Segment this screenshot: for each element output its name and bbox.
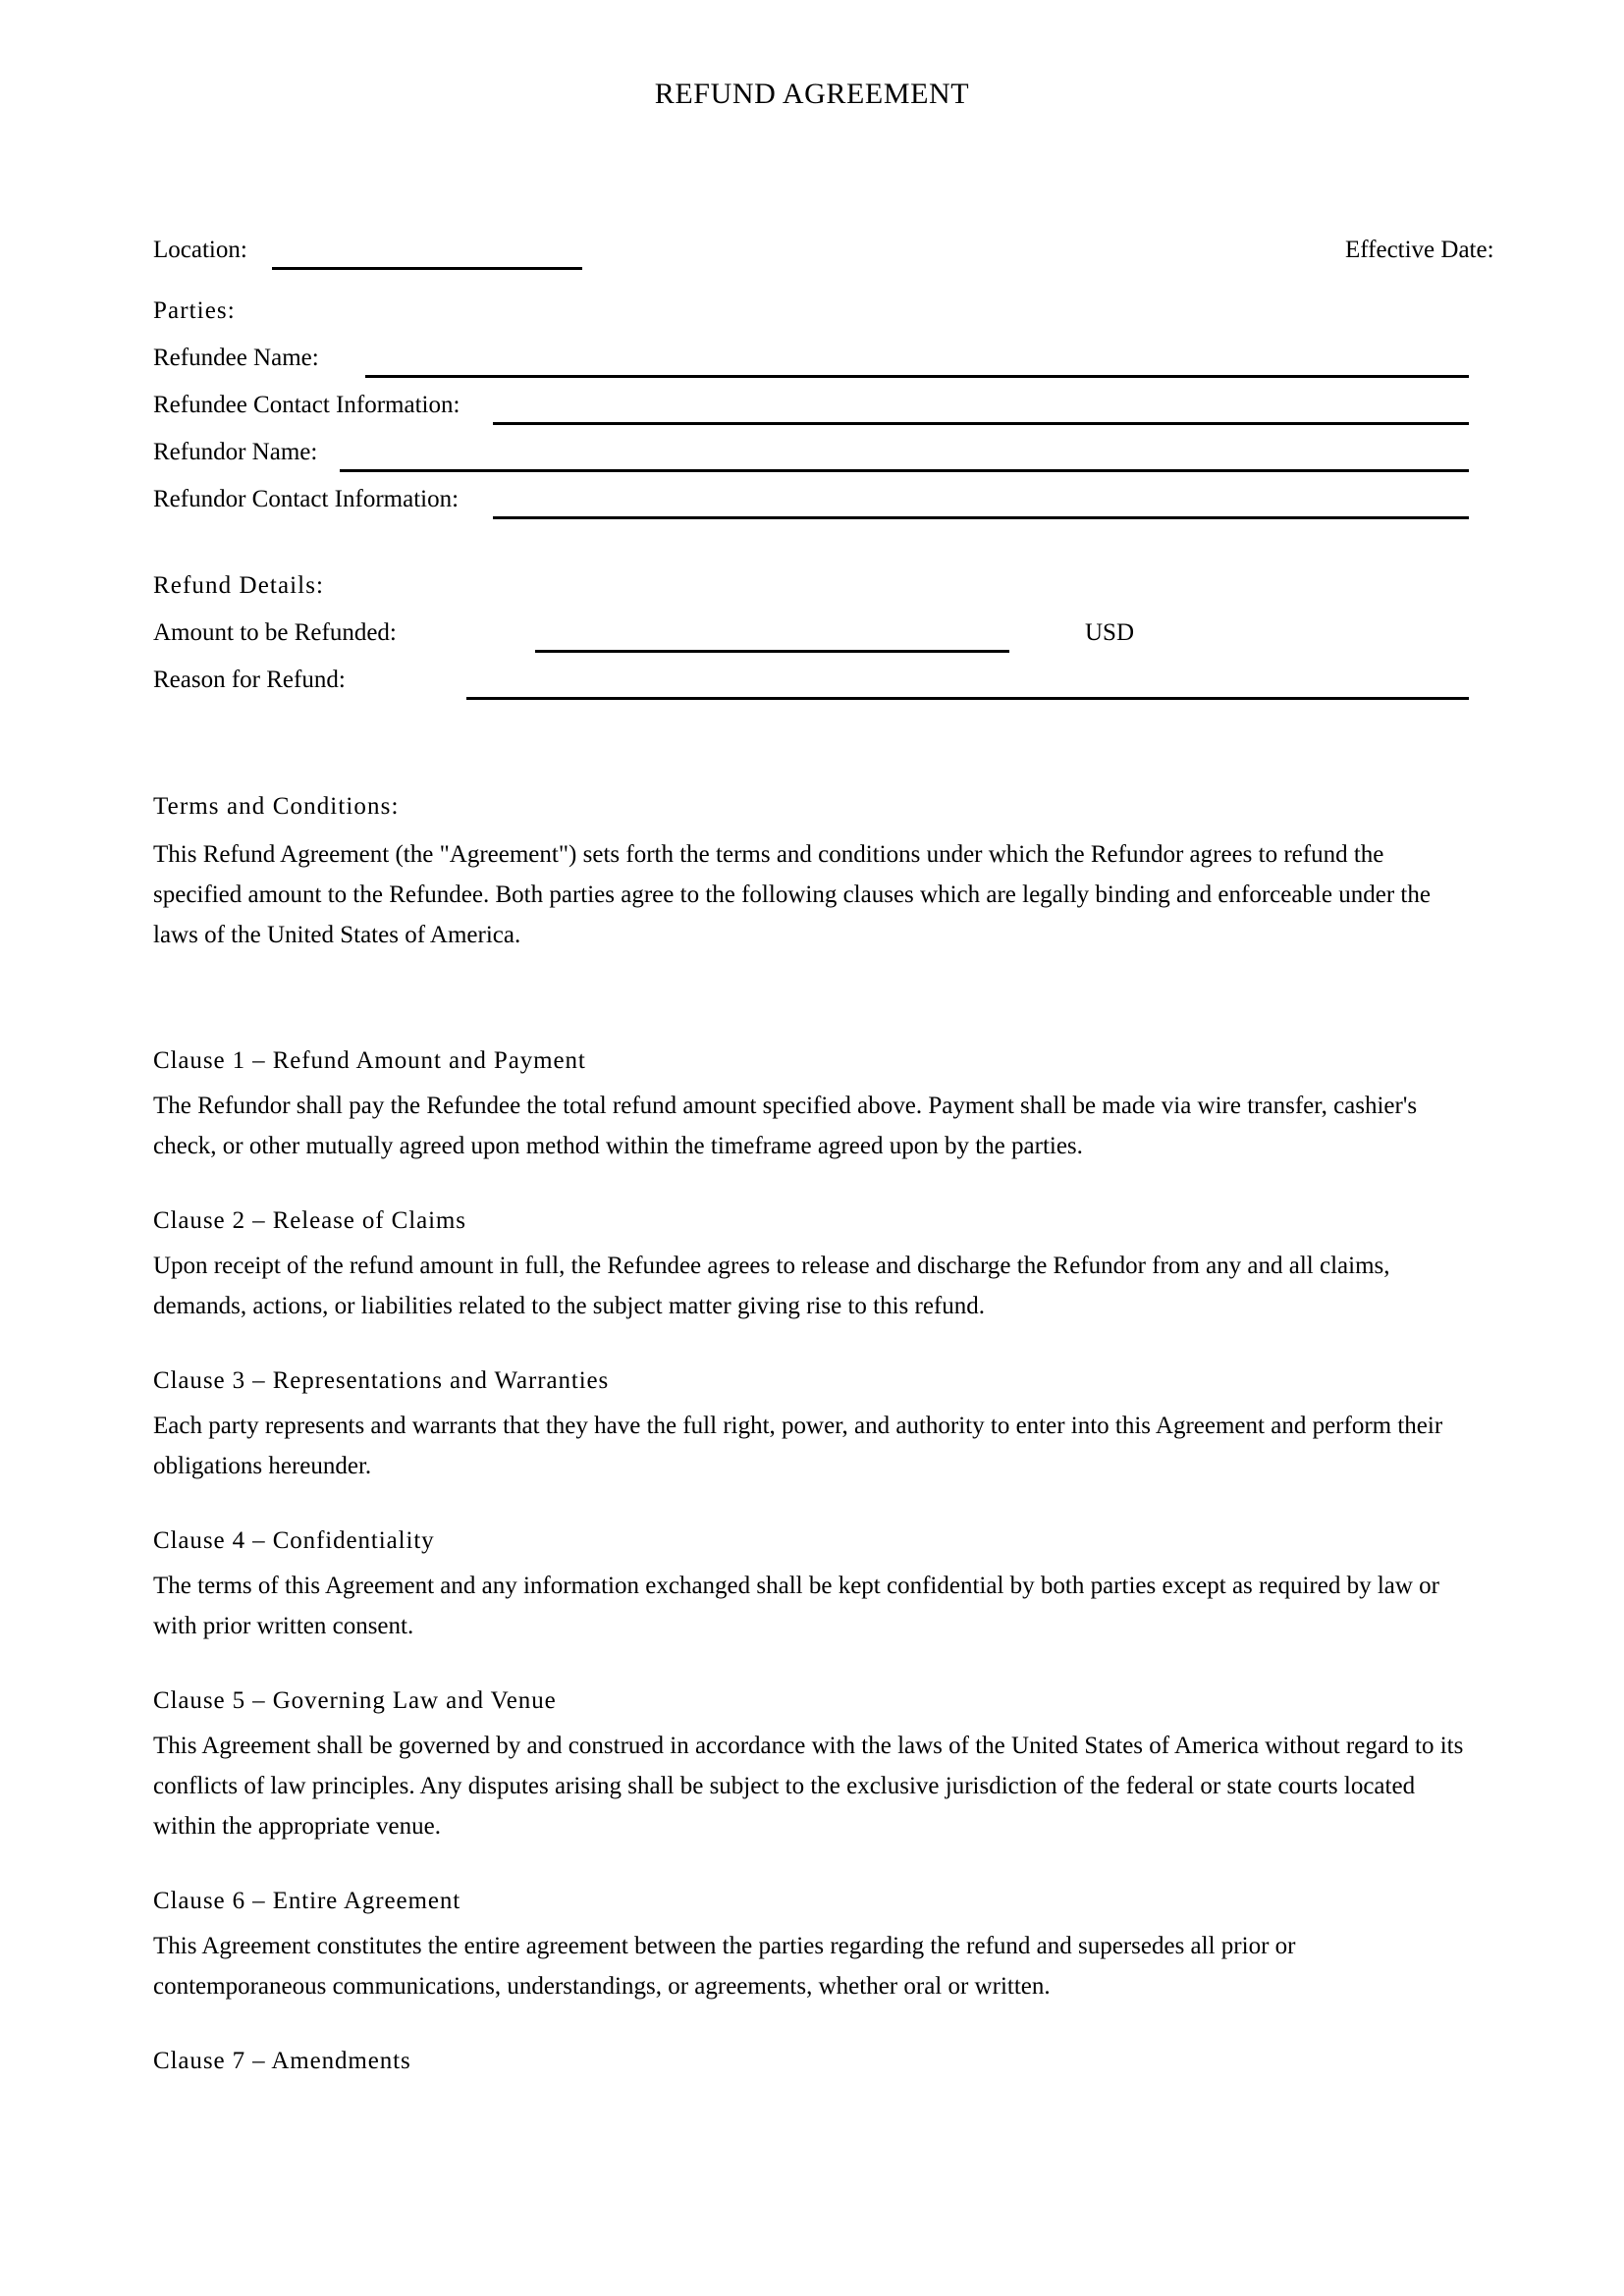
clause-1-heading: Clause 1 – Refund Amount and Payment [153, 1047, 586, 1074]
spacer-before-clause-2 [153, 1166, 1474, 1200]
clause-2-heading: Clause 2 – Release of Claims [153, 1207, 466, 1234]
spacer-before-clause-3 [153, 1326, 1474, 1360]
spacer-before-clause-4 [153, 1486, 1474, 1520]
row-refund-details-heading [153, 569, 1469, 616]
refundee-name-input-line[interactable] [365, 375, 1469, 378]
location-input-line[interactable] [272, 267, 582, 270]
refundor-contact-input-line[interactable] [493, 516, 1469, 519]
reason-label: Reason for Refund: [153, 667, 346, 693]
row-refundee-name [153, 342, 1469, 389]
clause-4-heading: Clause 4 – Confidentiality [153, 1527, 435, 1554]
spacer-before-clause-5 [153, 1646, 1474, 1680]
terms-and-clauses-area [153, 785, 1474, 2083]
parties-heading: Parties: [153, 297, 236, 324]
clause-5-body: This Agreement shall be governed by and construed in accordance with the laws of the United States of America without regard to its conflicts of law principles. Any disputes arising shall be subject to the exclusive jurisdiction of the federal or state courts located within the appropriate venue. [153, 1733, 1464, 1840]
spacer-before-clause-6 [153, 1846, 1474, 1880]
refundor-name-label: Refundor Name: [153, 439, 318, 465]
refundee-contact-input-line[interactable] [493, 422, 1469, 425]
terms-intro-paragraph: This Refund Agreement (the "Agreement") sets forth the terms and conditions under which the Refundor agrees to refund the specified amount to the Refundee. Both parties agree to the following clauses which are legally binding and enforceable under the laws of the United States of America. [153, 841, 1431, 948]
row-reason-for-refund [153, 664, 1469, 711]
amount-input-line[interactable] [535, 650, 1009, 653]
clause-7-heading: Clause 7 – Amendments [153, 2048, 411, 2074]
reason-input-line[interactable] [466, 697, 1469, 700]
row-refundor-name [153, 436, 1469, 483]
amount-label: Amount to be Refunded: [153, 619, 397, 646]
clause-6-body: This Agreement constitutes the entire agreement between the parties regarding the refund and supersedes all prior or contemporaneous communications, understandings, or agreements, whether oral or written. [153, 1933, 1296, 2000]
row-amount-to-be-refunded [153, 616, 1469, 664]
spacer-after-parties [153, 530, 1469, 569]
clause-3-heading: Clause 3 – Representations and Warranties [153, 1367, 610, 1394]
refund-details-heading: Refund Details: [153, 572, 325, 599]
clause-5-heading: Clause 5 – Governing Law and Venue [153, 1687, 557, 1714]
spacer-before-clause-7 [153, 2006, 1474, 2040]
form-fields-area [153, 234, 1494, 711]
location-label: Location: [153, 237, 247, 263]
clause-1-body: The Refundor shall pay the Refundee the total refund amount specified above. Payment shall be made via wire transfer, cashier's check, or other mutually agreed upon method within the timeframe agreed upon by the parties. [153, 1093, 1418, 1159]
clause-6-heading: Clause 6 – Entire Agreement [153, 1888, 461, 1914]
page-title: REFUND AGREEMENT [654, 78, 970, 110]
clause-4-body: The terms of this Agreement and any information exchanged shall be kept confidential by both parties except as required by law or with prior written consent. [153, 1573, 1439, 1639]
row-location-effective-date [153, 234, 1494, 281]
effective-date-label: Effective Date: [1345, 237, 1494, 263]
spacer-after-location [153, 281, 1469, 294]
row-refundor-contact [153, 483, 1469, 530]
spacer-after-intro [153, 955, 1474, 1040]
currency-label: USD [1085, 619, 1135, 646]
refundor-contact-label: Refundor Contact Information: [153, 486, 460, 512]
terms-and-conditions-heading: Terms and Conditions: [153, 793, 400, 820]
row-parties-heading [153, 294, 1469, 342]
clause-2-body: Upon receipt of the refund amount in full, the Refundee agrees to release and discharge the Refundor from any and all claims, demands, actions, or liabilities related to the subject matter giving rise to this refund. [153, 1253, 1390, 1319]
refundee-contact-label: Refundee Contact Information: [153, 392, 460, 418]
clause-3-body: Each party represents and warrants that they have the full right, power, and authority to enter into this Agreement and perform their obligations hereunder. [153, 1413, 1443, 1479]
refundor-name-input-line[interactable] [340, 469, 1469, 472]
row-refundee-contact [153, 389, 1469, 436]
refundee-name-label: Refundee Name: [153, 345, 319, 371]
